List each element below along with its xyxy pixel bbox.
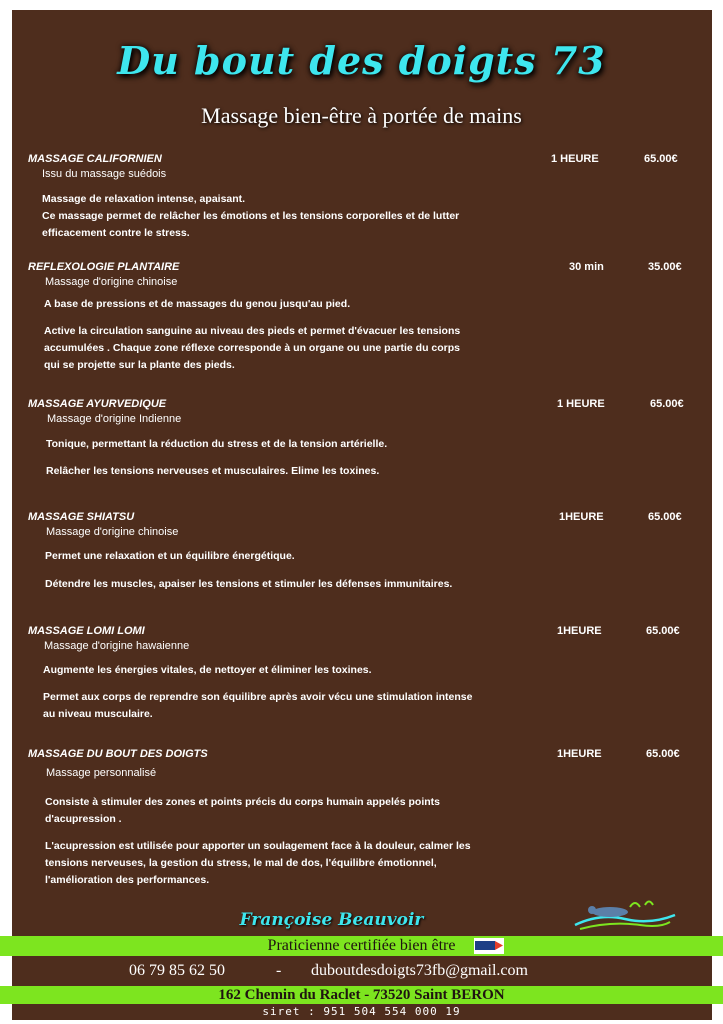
service-description: Tonique, permettant la réduction du stress et de la tension artérielle. [46, 438, 388, 450]
service-name: MASSAGE DU BOUT DES DOIGTS [28, 748, 208, 760]
service-price: 65.00€ [646, 748, 680, 760]
service-name: MASSAGE AYURVEDIQUE [28, 398, 167, 410]
service-name: MASSAGE SHIATSU [28, 511, 135, 523]
service-description: Permet une relaxation et un équilibre énergétique. [45, 550, 295, 562]
service-description: Augmente les énergies vitales, de nettoyer et éliminer les toxines. [43, 664, 372, 676]
certification-badge-icon [474, 938, 504, 954]
service-price: 65.00€ [648, 511, 682, 523]
service-origin: Massage d'origine chinoise [45, 276, 178, 288]
service-duration: 1HEURE [557, 748, 602, 760]
certification-band: Praticienne certifiée bien être [0, 936, 723, 956]
service-origin: Massage d'origine hawaienne [44, 640, 190, 652]
service-origin: Massage personnalisé [46, 767, 157, 779]
address-band: 162 Chemin du Raclet - 73520 Saint BERON [0, 986, 723, 1004]
service-description: Active la circulation sanguine au niveau des pieds et permet d'évacuer les tensions accumulées . Chaque zone réflexe corresponde à un organe ou une partie du corps qui se projette sur la plante des pieds. [44, 325, 461, 371]
phone-number[interactable]: 06 79 85 62 50 [129, 962, 225, 979]
service-description: L'acupression est utilisée pour apporter un soulagement face à la douleur, calmer les tensions nerveuses, la gestion du stress, le mal de dos, l'équilibre émotionnel, l'amélioration des performances. [45, 840, 471, 886]
massage-logo-icon [570, 895, 680, 935]
business-subtitle: Massage bien-être à portée de mains [201, 103, 522, 128]
service-name: REFLEXOLOGIE PLANTAIRE [28, 261, 180, 273]
service-description: Permet aux corps de reprendre son équilibre après avoir vécu une stimulation intense au niveau musculaire. [43, 691, 473, 720]
service-duration: 1 HEURE [551, 153, 599, 165]
service-origin: Massage d'origine chinoise [46, 526, 179, 538]
business-title: Du bout des doigts 73 [117, 38, 606, 83]
practitioner-signature: Françoise Beauvoir [239, 910, 424, 930]
service-price: 65.00€ [646, 625, 680, 637]
service-name: MASSAGE LOMI LOMI [28, 625, 145, 637]
service-price: 35.00€ [648, 261, 682, 273]
service-origin: Issu du massage suédois [42, 168, 167, 180]
service-origin: Massage d'origine Indienne [47, 413, 182, 425]
service-duration: 1HEURE [557, 625, 602, 637]
service-duration: 30 min [569, 261, 604, 273]
service-description: Relâcher les tensions nerveuses et musculaires. Elime les toxines. [46, 465, 380, 477]
email-address[interactable]: duboutdesdoigts73fb@gmail.com [311, 962, 528, 979]
service-name: MASSAGE CALIFORNIEN [28, 153, 162, 165]
service-description: A base de pressions et de massages du genou jusqu'au pied. [44, 298, 351, 310]
service-duration: 1 HEURE [557, 398, 605, 410]
service-price: 65.00€ [644, 153, 678, 165]
siret-number: siret : 951 504 554 000 19 [262, 1005, 461, 1018]
service-duration: 1HEURE [559, 511, 604, 523]
service-description: Consiste à stimuler des zones et points précis du corps humain appelés points d'acupression . [45, 796, 441, 825]
contact-separator: - [276, 962, 282, 979]
service-description: Massage de relaxation intense, apaisant. Ce massage permet de relâcher les émotions et les tensions corporelles et de lutter efficacement contre le stress. [42, 193, 460, 239]
service-description: Détendre les muscles, apaiser les tensions et stimuler les défenses immunitaires. [45, 578, 453, 590]
service-price: 65.00€ [650, 398, 684, 410]
